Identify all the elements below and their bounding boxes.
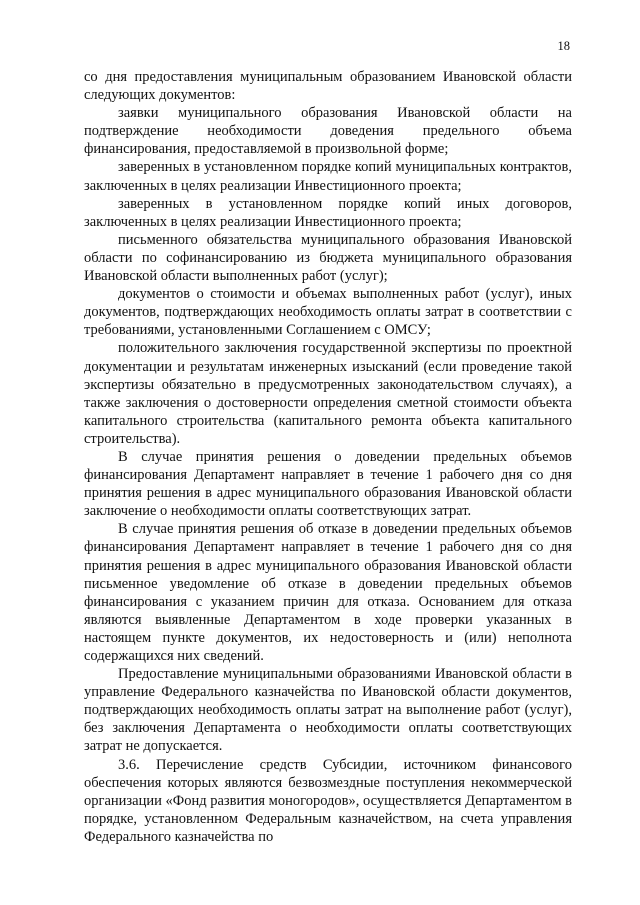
paragraph-refusal-decision: В случае принятия решения об отказе в доведении предельных объемов финансирования Департамент направляет в течение 1 рабочего дня со дня принятия решения в адрес муниципального образования Ивановской области письменное уведомление об отказе в доведении предельных объемов финансирования с указанием причин для отказа. Основанием для отказа являются выявленные Департаментом в ходе проверки указанных в настоящем пункте документов, их недостоверность и (или) неполнота содержащихся них сведений.	[84, 521, 572, 664]
list-item-cofinancing-obligation: письменного обязательства муниципального образования Ивановской области по софинансированию из бюджета муниципального образования Ивановской области выполненных работ (услуг);	[84, 231, 572, 285]
list-item-expert-conclusion: положительного заключения государственной экспертизы по проектной документации и результатам инженерных изысканий (если проведение такой экспертизы обязательно в предусмотренных законодательством случаях), а также заключения о достоверности определения сметной стоимости объекта капитального строительства (капитального ремонта объекта капитального строительства).	[84, 340, 572, 447]
page-number: 18	[557, 39, 570, 53]
list-item-application: заявки муниципального образования Ивановской области на подтверждение необходимости доведения предельного объема финансирования, предоставляемой в произвольной форме;	[84, 105, 572, 158]
paragraph-approval-decision: В случае принятия решения о доведении предельных объемов финансирования Департамент направляет в течение 1 рабочего дня со дня принятия решения в адрес муниципального образования Ивановской области заключение о необходимости оплаты соответствующих затрат.	[84, 448, 572, 520]
document-body	[84, 68, 572, 846]
list-item-contracts: заверенных в установленном порядке копий муниципальных контрактов, заключенных в целях реализации Инвестиционного проекта;	[84, 159, 572, 194]
list-item-cost-documents: документов о стоимости и объемах выполненных работ (услуг), иных документов, подтверждающих необходимость оплаты затрат в соответствии с требованиями, установленными Соглашением с ОМСУ;	[84, 286, 572, 339]
paragraph-submission-rule: Предоставление муниципальными образованиями Ивановской области в управление Федерального казначейства по Ивановской области документов, подтверждающих необходимость оплаты затрат на выполнение работ (услуг), без заключения Департамента о необходимости оплаты соответствующих затрат не допускается.	[84, 666, 572, 755]
paragraph-intro: со дня предоставления муниципальным образованием Ивановской области следующих документов:	[84, 69, 572, 104]
paragraph-section-3-6: 3.6. Перечисление средств Субсидии, источником финансового обеспечения которых являются безвозмездные поступления некоммерческой организации «Фонд развития моногородов», осуществляется Департаментом в порядке, установленном Федеральным казначейством, на счета управления Федерального казначейства по	[84, 756, 572, 845]
list-item-other-agreements: заверенных в установленном порядке копий иных договоров, заключенных в целях реализации Инвестиционного проекта;	[84, 195, 572, 230]
